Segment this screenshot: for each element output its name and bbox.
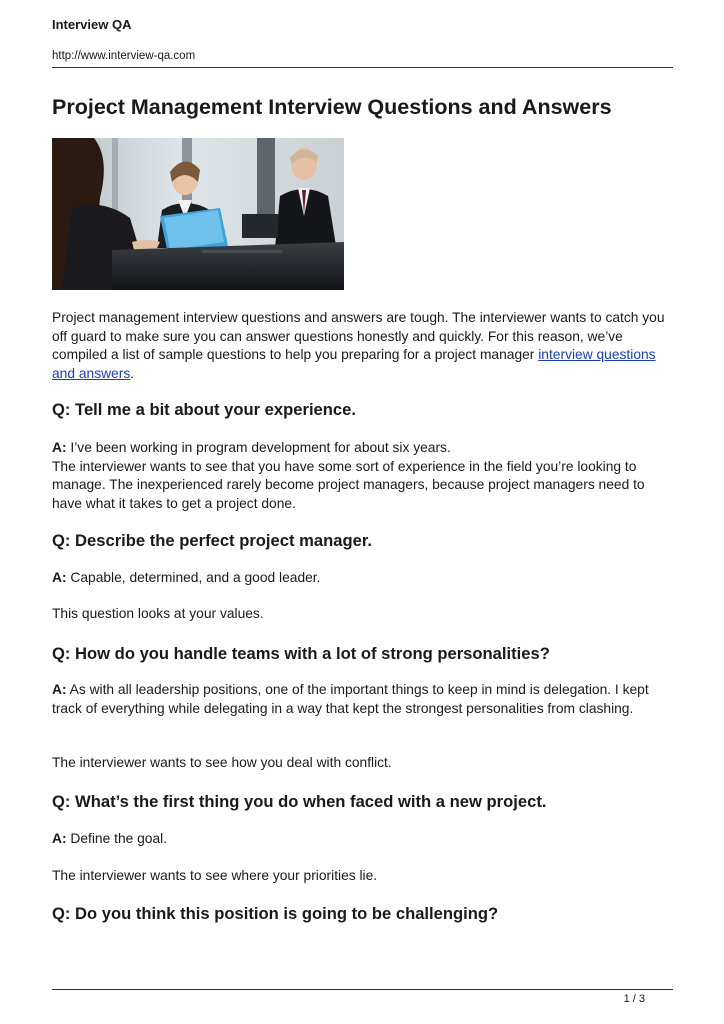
answer-text: Define the goal. [66, 831, 168, 846]
answer-label: A: [52, 831, 67, 846]
answer-paragraph [52, 569, 675, 588]
answer-paragraph [52, 439, 675, 513]
explanation-paragraph: The interviewer wants to see how you deal with conflict. [52, 755, 392, 770]
answer-paragraph [52, 830, 675, 849]
answer-paragraph [52, 681, 675, 718]
answer-text: Capable, determined, and a good leader. [66, 570, 321, 585]
answer-text: I’ve been working in program development for about six years. [66, 440, 451, 455]
page-title: Project Management Interview Questions and Answers [52, 95, 612, 119]
question-heading: Q: Tell me a bit about your experience. [52, 400, 356, 419]
intro-text: Project management interview questions and answers are tough. The interviewer wants to catch you off guard to make sure you can answer questions honestly and quickly. For this reason, we’ve compiled a list of sample questions to help you preparing for a project manager [52, 310, 665, 362]
answer-text: As with all leadership positions, one of the important things to keep in mind is delegation. I kept track of everything while delegating in a way that kept the strongest personalities from clashing. [52, 682, 649, 716]
explanation-text: The interviewer wants to see that you have some sort of experience in the field you’re looking to manage. The inexperienced rarely become project managers, because project managers need to have what it takes to get a project done. [52, 458, 645, 511]
explanation-paragraph: This question looks at your values. [52, 606, 264, 621]
answer-label: A: [52, 570, 67, 585]
interview-qa-link[interactable]: interview questions and answers [52, 347, 656, 381]
question-heading: Q: How do you handle teams with a lot of strong personalities? [52, 644, 550, 663]
site-name: Interview QA [52, 17, 132, 32]
site-url[interactable]: http://www.interview-qa.com [52, 50, 196, 62]
answer-label: A: [52, 440, 67, 455]
question-heading: Q: What’s the first thing you do when faced with a new project. [52, 792, 547, 811]
answer-label: A: [52, 682, 67, 697]
intro-end: . [130, 365, 135, 381]
intro-paragraph [52, 309, 675, 383]
page-number: 1 / 3 [623, 993, 645, 1005]
question-heading: Q: Do you think this position is going to be challenging? [52, 904, 499, 923]
question-heading: Q: Describe the perfect project manager. [52, 531, 372, 550]
interview-meeting-photo [52, 138, 344, 290]
header-divider [52, 67, 673, 68]
footer-divider [52, 989, 673, 990]
explanation-paragraph: The interviewer wants to see where your priorities lie. [52, 868, 378, 883]
